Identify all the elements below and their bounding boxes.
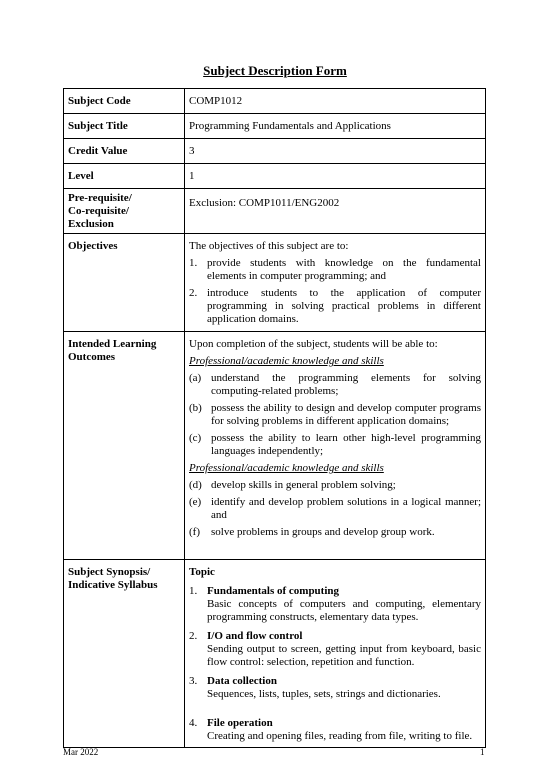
list-text: identify and develop problem solutions in a logical manner; and <box>211 496 481 521</box>
value-subject-title: Programming Fundamentals and Applications <box>185 114 486 139</box>
value-level: 1 <box>185 164 486 189</box>
label-subject-title: Subject Title <box>64 114 185 139</box>
topic-number: 2. <box>189 630 198 642</box>
list-number: 1. <box>189 257 198 269</box>
row-credit-value <box>64 139 486 164</box>
list-text: introduce students to the application of computer programming in solving practical problems in different application domains. <box>207 287 481 325</box>
objectives-intro: The objectives of this subject are to: <box>189 240 349 252</box>
list-item <box>189 402 481 428</box>
list-number: (c) <box>189 432 202 444</box>
label-line: Pre-requisite/ <box>68 192 132 204</box>
list-number: (a) <box>189 372 202 384</box>
list-number: 2. <box>189 287 198 299</box>
list-item <box>189 496 481 522</box>
topic-item <box>189 585 481 624</box>
row-level <box>64 164 486 189</box>
row-subject-title <box>64 114 486 139</box>
label-line: Outcomes <box>68 351 116 363</box>
label-line: Subject Synopsis/ <box>68 566 151 578</box>
value-learning-outcomes <box>185 332 486 560</box>
label-learning-outcomes <box>64 332 185 560</box>
label-line: Exclusion <box>68 218 114 230</box>
topic-title: File operation <box>207 717 273 729</box>
topic-item <box>189 675 481 701</box>
list-number: (b) <box>189 402 202 414</box>
label-line: Indicative Syllabus <box>68 579 158 591</box>
topic-title: Data collection <box>207 675 277 687</box>
list-text: provide students with knowledge on the fundamental elements in computer programming; and <box>207 257 481 282</box>
list-text: develop skills in general problem solving; <box>211 479 396 491</box>
topic-title: Fundamentals of computing <box>207 585 340 597</box>
row-syllabus <box>64 560 486 748</box>
value-credit-value: 3 <box>185 139 486 164</box>
topic-text: Basic concepts of computers and computing, elementary programming constructs, elementary data types. <box>207 598 481 623</box>
list-item <box>189 257 481 283</box>
row-learning-outcomes <box>64 332 486 560</box>
label-credit-value: Credit Value <box>64 139 185 164</box>
row-objectives <box>64 234 486 332</box>
row-prerequisite <box>64 189 486 234</box>
footer-date: Mar 2022 <box>63 747 99 757</box>
list-item <box>189 287 481 326</box>
topic-heading: Topic <box>189 566 215 578</box>
list-text: solve problems in groups and develop group work. <box>211 526 435 538</box>
topic-text: Creating and opening files, reading from file, writing to file. <box>207 730 473 742</box>
list-number: (f) <box>189 526 200 538</box>
value-subject-code: COMP1012 <box>185 89 486 114</box>
list-text: possess the ability to learn other high-level programming languages independently; <box>211 432 481 457</box>
label-level: Level <box>64 164 185 189</box>
list-item <box>189 526 481 539</box>
label-line: Intended Learning <box>68 338 157 350</box>
topic-text: Sequences, lists, tuples, sets, strings and dictionaries. <box>207 688 441 700</box>
topic-item <box>189 717 481 743</box>
topic-title: I/O and flow control <box>207 630 303 642</box>
value-syllabus <box>185 560 486 748</box>
topic-number: 4. <box>189 717 198 729</box>
ilo-group-heading: Professional/academic knowledge and skills <box>189 462 384 474</box>
list-text: possess the ability to design and develop computer programs for solving problems in different application domains; <box>211 402 481 427</box>
footer-page-number: 1 <box>480 747 485 757</box>
ilo-intro: Upon completion of the subject, students will be able to: <box>189 338 438 350</box>
ilo-group-heading: Professional/academic knowledge and skills <box>189 355 384 367</box>
list-number: (d) <box>189 479 202 491</box>
subject-form-table <box>63 88 486 748</box>
topic-number: 1. <box>189 585 198 597</box>
topic-text: Sending output to screen, getting input from keyboard, basic flow control: selection, repetition and function. <box>207 643 481 668</box>
value-prerequisite: Exclusion: COMP1011/ENG2002 <box>185 189 486 234</box>
list-item <box>189 432 481 458</box>
topic-number: 3. <box>189 675 198 687</box>
form-title: Subject Description Form <box>203 63 347 78</box>
label-syllabus <box>64 560 185 748</box>
list-item <box>189 479 481 492</box>
topic-item <box>189 630 481 669</box>
list-number: (e) <box>189 496 202 508</box>
list-text: understand the programming elements for solving computing-related problems; <box>211 372 481 397</box>
list-item <box>189 372 481 398</box>
label-objectives: Objectives <box>64 234 185 332</box>
value-objectives <box>185 234 486 332</box>
row-subject-code <box>64 89 486 114</box>
label-subject-code: Subject Code <box>64 89 185 114</box>
label-prerequisite <box>64 189 185 234</box>
label-line: Co-requisite/ <box>68 205 129 217</box>
